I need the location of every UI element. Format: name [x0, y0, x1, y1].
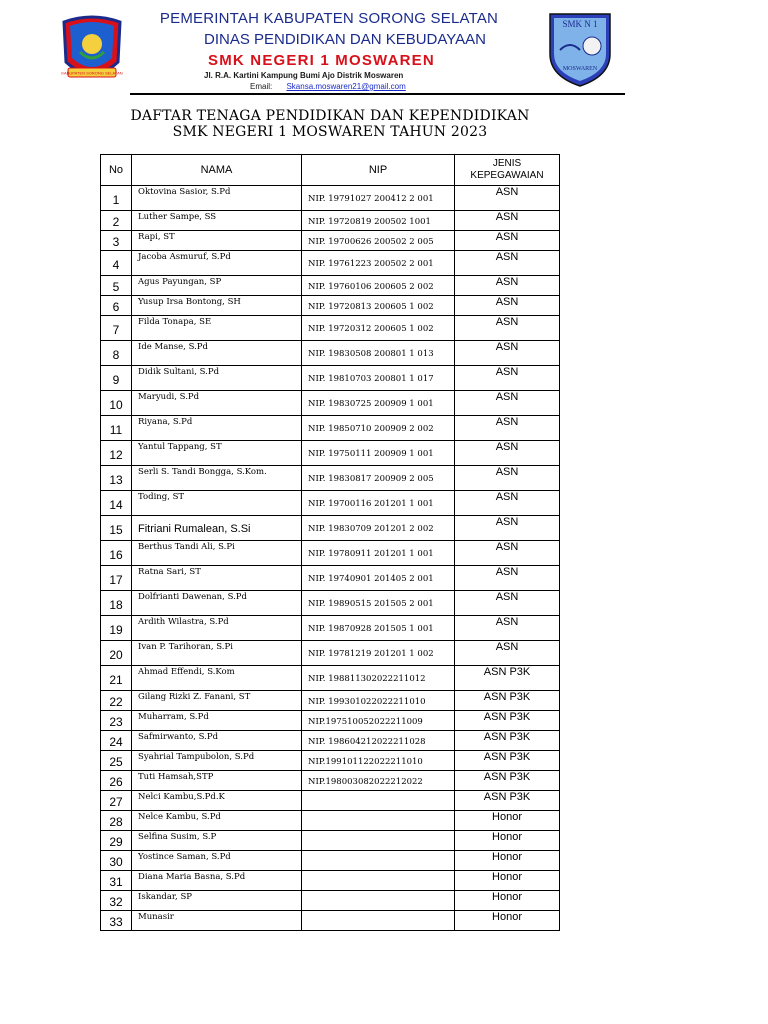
cell-nama: Ahmad Effendi, S.Kom [132, 666, 302, 691]
cell-nip: NIP. 19700626 200502 2 005 [302, 231, 455, 251]
cell-jenis-kepegawaian: ASN P3K [455, 791, 560, 811]
cell-no: 30 [101, 851, 132, 871]
title-line-1: DAFTAR TENAGA PENDIDIKAN DAN KEPENDIDIKAN [130, 108, 530, 124]
cell-nip: NIP. 19740901 201405 2 001 [302, 566, 455, 591]
school-name: SMK NEGERI 1 MOSWAREN [208, 52, 435, 69]
cell-jenis-kepegawaian: ASN [455, 276, 560, 296]
table-row [101, 316, 560, 341]
cell-no: 8 [101, 341, 132, 366]
cell-no: 7 [101, 316, 132, 341]
cell-nip: NIP. 19720813 200605 1 002 [302, 296, 455, 316]
department-name: DINAS PENDIDIKAN DAN KEBUDAYAAN [204, 31, 487, 48]
cell-jenis-kepegawaian: ASN [455, 296, 560, 316]
cell-nama: Munasir [132, 911, 302, 931]
table-row [101, 851, 560, 871]
cell-no: 3 [101, 231, 132, 251]
cell-no: 31 [101, 871, 132, 891]
cell-nip: NIP.198003082022212022 [302, 771, 455, 791]
cell-nip: NIP. 19761223 200502 2 001 [302, 251, 455, 276]
cell-no: 4 [101, 251, 132, 276]
table-row [101, 466, 560, 491]
cell-nip [302, 811, 455, 831]
table-row [101, 541, 560, 566]
cell-nip: NIP. 19850710 200909 2 002 [302, 416, 455, 441]
table-row [101, 711, 560, 731]
cell-no: 33 [101, 911, 132, 931]
table-row [101, 691, 560, 711]
table-row [101, 416, 560, 441]
cell-nama: Luther Sampe, SS [132, 211, 302, 231]
cell-jenis-kepegawaian: ASN [455, 616, 560, 641]
header-nama: NAMA [132, 155, 302, 186]
header-no: No [101, 155, 132, 186]
cell-nama: Selfina Susim, S.P [132, 831, 302, 851]
cell-nama: Oktovina Sasior, S.Pd [132, 186, 302, 211]
table-row [101, 731, 560, 751]
cell-jenis-kepegawaian: Honor [455, 911, 560, 931]
table-row [101, 871, 560, 891]
cell-nip: NIP. 19791027 200412 2 001 [302, 186, 455, 211]
cell-jenis-kepegawaian: ASN [455, 391, 560, 416]
cell-jenis-kepegawaian: Honor [455, 891, 560, 911]
cell-nip: NIP. 19720312 200605 1 002 [302, 316, 455, 341]
left-logo-banner-text: KABUPATEN SORONG SELATAN [61, 70, 123, 76]
cell-jenis-kepegawaian: ASN [455, 516, 560, 541]
table-row [101, 771, 560, 791]
cell-jenis-kepegawaian: ASN [455, 491, 560, 516]
cell-nip [302, 891, 455, 911]
cell-no: 17 [101, 566, 132, 591]
cell-jenis-kepegawaian: Honor [455, 871, 560, 891]
table-row [101, 251, 560, 276]
cell-no: 24 [101, 731, 132, 751]
government-name: PEMERINTAH KABUPATEN SORONG SELATAN [159, 10, 499, 27]
cell-nama: Ide Manse, S.Pd [132, 341, 302, 366]
cell-nip: NIP.197510052022211009 [302, 711, 455, 731]
cell-nip: NIP. 19830508 200801 1 013 [302, 341, 455, 366]
cell-jenis-kepegawaian: ASN [455, 641, 560, 666]
cell-jenis-kepegawaian: ASN [455, 231, 560, 251]
cell-nip: NIP. 19830725 200909 1 001 [302, 391, 455, 416]
cell-nama: Syahrial Tampubolon, S.Pd [132, 751, 302, 771]
cell-no: 2 [101, 211, 132, 231]
table-row [101, 616, 560, 641]
cell-jenis-kepegawaian: ASN [455, 591, 560, 616]
table-row [101, 296, 560, 316]
cell-nip: NIP.199101122022211010 [302, 751, 455, 771]
cell-jenis-kepegawaian: Honor [455, 831, 560, 851]
cell-no: 16 [101, 541, 132, 566]
table-row [101, 366, 560, 391]
cell-nip: NIP. 199301022022211010 [302, 691, 455, 711]
right-logo-top-text: SMK N 1 [562, 19, 598, 29]
cell-nama: Iskandar, SP [132, 891, 302, 911]
cell-no: 14 [101, 491, 132, 516]
cell-no: 12 [101, 441, 132, 466]
cell-no: 5 [101, 276, 132, 296]
cell-jenis-kepegawaian: ASN [455, 441, 560, 466]
table-row [101, 791, 560, 811]
cell-nama: Jacoba Asmuruf, S.Pd [132, 251, 302, 276]
table-row [101, 831, 560, 851]
cell-nip [302, 911, 455, 931]
table-row [101, 231, 560, 251]
cell-nama: Safmirwanto, S.Pd [132, 731, 302, 751]
cell-jenis-kepegawaian: ASN [455, 211, 560, 231]
email-line [250, 82, 406, 91]
cell-nama: Diana Maria Basna, S.Pd [132, 871, 302, 891]
table-row [101, 441, 560, 466]
document-title [0, 108, 660, 140]
cell-no: 18 [101, 591, 132, 616]
cell-nip: NIP. 19700116 201201 1 001 [302, 491, 455, 516]
cell-no: 19 [101, 616, 132, 641]
table-row [101, 591, 560, 616]
cell-jenis-kepegawaian: ASN [455, 466, 560, 491]
cell-nip [302, 831, 455, 851]
cell-nama: Fitriani Rumalean, S.Si [132, 516, 302, 541]
cell-nip [302, 791, 455, 811]
cell-jenis-kepegawaian: ASN [455, 541, 560, 566]
cell-nip: NIP. 19750111 200909 1 001 [302, 441, 455, 466]
cell-nama: Agus Payungan, SP [132, 276, 302, 296]
cell-jenis-kepegawaian: ASN [455, 186, 560, 211]
cell-no: 26 [101, 771, 132, 791]
cell-nama: Ratna Sari, ST [132, 566, 302, 591]
cell-nip: NIP. 19830817 200909 2 005 [302, 466, 455, 491]
table-row [101, 341, 560, 366]
header-jenis-kepegawaian [455, 155, 560, 186]
cell-nip: NIP. 198811302022211012 [302, 666, 455, 691]
table-row [101, 391, 560, 416]
table-row [101, 276, 560, 296]
cell-no: 13 [101, 466, 132, 491]
header-nip: NIP [302, 155, 455, 186]
header-jenis-line2: KEPEGAWAIAN [470, 170, 544, 181]
cell-nip: NIP. 19830709 201201 2 002 [302, 516, 455, 541]
cell-nip: NIP. 19760106 200605 2 002 [302, 276, 455, 296]
table-row [101, 186, 560, 211]
table-row [101, 751, 560, 771]
cell-nama: Muharram, S.Pd [132, 711, 302, 731]
cell-jenis-kepegawaian: ASN P3K [455, 751, 560, 771]
cell-nama: Ardith Wilastra, S.Pd [132, 616, 302, 641]
cell-no: 29 [101, 831, 132, 851]
table-row [101, 911, 560, 931]
cell-nip: NIP. 19781219 201201 1 002 [302, 641, 455, 666]
cell-no: 20 [101, 641, 132, 666]
cell-jenis-kepegawaian: Honor [455, 851, 560, 871]
cell-nip: NIP. 19890515 201505 2 001 [302, 591, 455, 616]
cell-jenis-kepegawaian: ASN [455, 566, 560, 591]
cell-nama: Gilang Rizki Z. Fanani, ST [132, 691, 302, 711]
letterhead-divider [130, 93, 625, 95]
cell-nip: NIP. 19780911 201201 1 001 [302, 541, 455, 566]
cell-nama: Nelci Kambu,S.Pd.K [132, 791, 302, 811]
cell-jenis-kepegawaian: ASN P3K [455, 711, 560, 731]
cell-no: 21 [101, 666, 132, 691]
cell-no: 15 [101, 516, 132, 541]
cell-no: 9 [101, 366, 132, 391]
table-row [101, 641, 560, 666]
cell-no: 1 [101, 186, 132, 211]
cell-nama: Rapi, ST [132, 231, 302, 251]
cell-nama: Maryudi, S.Pd [132, 391, 302, 416]
table-row [101, 891, 560, 911]
cell-nama: Yantul Tappang, ST [132, 441, 302, 466]
table-header-row [101, 155, 560, 186]
cell-nip [302, 851, 455, 871]
cell-nama: Berthus Tandi Ali, S.Pi [132, 541, 302, 566]
email-link[interactable]: Skansa.moswaren21@gmail.com [286, 82, 406, 91]
letterhead [0, 0, 768, 100]
cell-nama: Tuti Hamsah,STP [132, 771, 302, 791]
cell-jenis-kepegawaian: ASN [455, 341, 560, 366]
table-row [101, 811, 560, 831]
cell-jenis-kepegawaian: ASN P3K [455, 771, 560, 791]
cell-jenis-kepegawaian: ASN P3K [455, 666, 560, 691]
cell-jenis-kepegawaian: ASN [455, 366, 560, 391]
cell-no: 11 [101, 416, 132, 441]
cell-jenis-kepegawaian: ASN [455, 416, 560, 441]
cell-no: 6 [101, 296, 132, 316]
table-row [101, 211, 560, 231]
table-row [101, 566, 560, 591]
title-line-2: SMK NEGERI 1 MOSWAREN TAHUN 2023 [172, 124, 488, 140]
cell-jenis-kepegawaian: ASN P3K [455, 691, 560, 711]
cell-nama: Yusup Irsa Bontong, SH [132, 296, 302, 316]
cell-nip: NIP. 198604212022211028 [302, 731, 455, 751]
cell-nama: Riyana, S.Pd [132, 416, 302, 441]
school-shield-logo [546, 10, 614, 88]
cell-no: 22 [101, 691, 132, 711]
cell-no: 23 [101, 711, 132, 731]
right-logo-bottom-text: MOSWAREN [562, 66, 598, 72]
staff-table [100, 154, 560, 931]
table-row [101, 666, 560, 691]
cell-no: 10 [101, 391, 132, 416]
cell-nama: Yostince Saman, S.Pd [132, 851, 302, 871]
header-jenis-line1: JENIS [492, 158, 522, 169]
cell-no: 25 [101, 751, 132, 771]
cell-nip: NIP. 19810703 200801 1 017 [302, 366, 455, 391]
cell-nip: NIP. 19870928 201505 1 001 [302, 616, 455, 641]
cell-jenis-kepegawaian: ASN [455, 316, 560, 341]
cell-jenis-kepegawaian: ASN P3K [455, 731, 560, 751]
school-address: Jl. R.A. Kartini Kampung Bumi Ajo Distrik Moswaren [204, 71, 404, 80]
cell-nip [302, 871, 455, 891]
cell-jenis-kepegawaian: Honor [455, 811, 560, 831]
email-label: Email: [250, 82, 273, 91]
cell-no: 28 [101, 811, 132, 831]
table-row [101, 516, 560, 541]
cell-no: 32 [101, 891, 132, 911]
cell-nama: Nelce Kambu, S.Pd [132, 811, 302, 831]
cell-no: 27 [101, 791, 132, 811]
cell-nama: Ivan P. Tarihoran, S.Pi [132, 641, 302, 666]
cell-nip: NIP. 19720819 200502 1001 [302, 211, 455, 231]
table-body [101, 186, 560, 931]
cell-nama: Toding, ST [132, 491, 302, 516]
cell-nama: Filda Tonapa, SE [132, 316, 302, 341]
cell-nama: Dolfrianti Dawenan, S.Pd [132, 591, 302, 616]
table-row [101, 491, 560, 516]
cell-jenis-kepegawaian: ASN [455, 251, 560, 276]
cell-nama: Serli S. Tandi Bongga, S.Kom. [132, 466, 302, 491]
cell-nama: Didik Sultani, S.Pd [132, 366, 302, 391]
